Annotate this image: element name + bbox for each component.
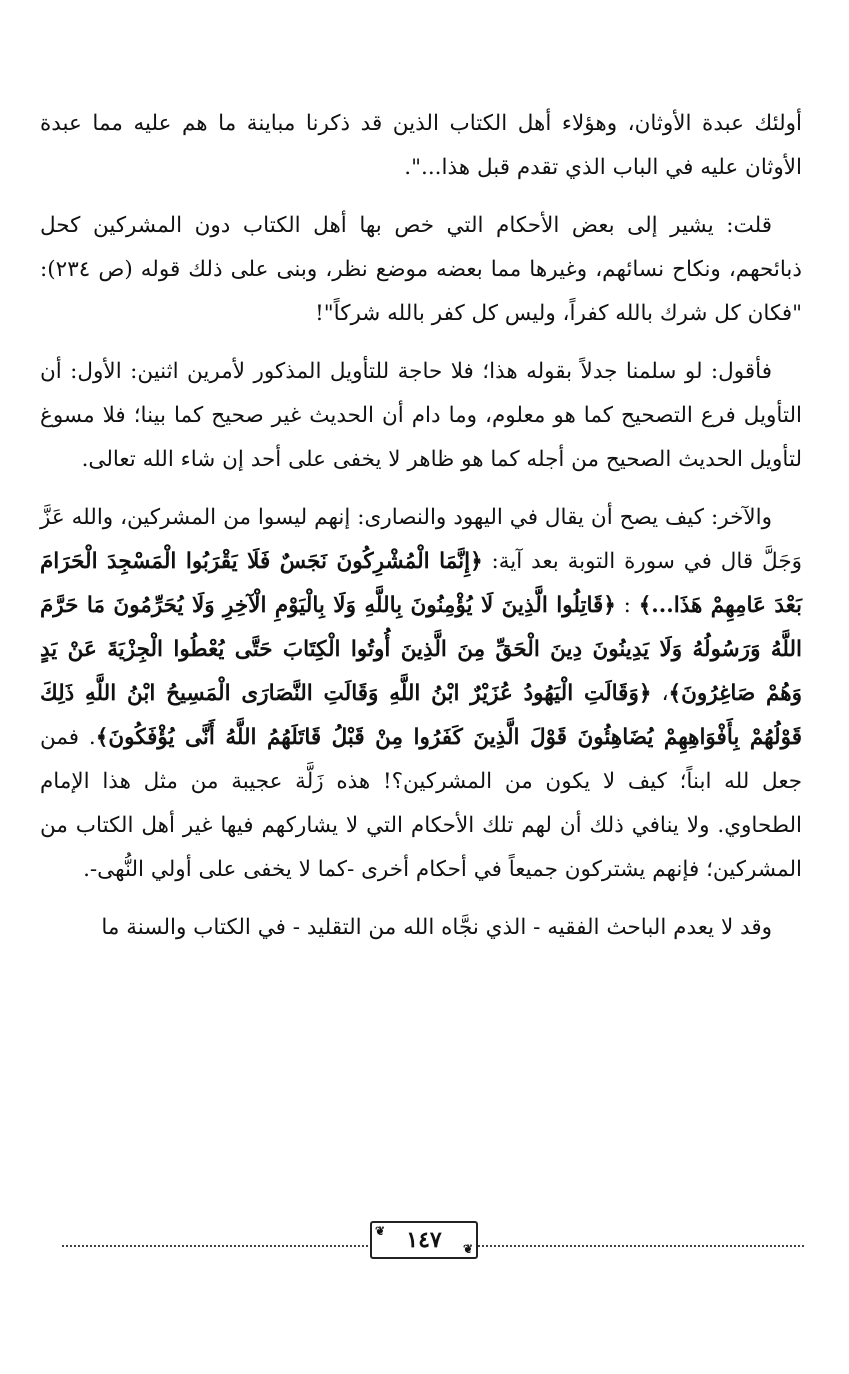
quran-verse-1: ﴿إِنَّمَا الْمُشْرِكُونَ نَجَسٌ فَلَا يَقْرَبُوا الْمَسْجِدَ الْحَرَامَ بَعْدَ عَامِهِمْ هَذَا...﴾ xyxy=(40,549,802,618)
paragraph-4-intro: والآخر: كيف يصح أن يقال في اليهود والنصارى: إنهم ليسوا من المشركين، والله عَزَّ وَجَلَّ قال في سورة التوبة بعد آية: xyxy=(40,505,802,574)
paragraph-4-connector-2: ، xyxy=(651,681,669,706)
paragraph-3: فأقول: لو سلمنا جدلاً بقوله هذا؛ فلا حاجة للتأويل المذكور لأمرين اثنين: الأول: أن التأويل فرع التصحيح كما هو معلوم، وما دام أن الحديث غير صحيح كما بينا؛ فلا مسوغ لتأويل الحديث الصحيح من أجله كما هو ظاهر لا يخفى على أحد إن شاء الله تعالى. xyxy=(40,359,802,472)
paragraph-5: وقد لا يعدم الباحث الفقيه - الذي نجَّاه الله من التقليد - في الكتاب والسنة ما xyxy=(101,915,772,940)
quran-verse-2: ﴿قَاتِلُوا الَّذِينَ لَا يُؤْمِنُونَ بِاللَّهِ وَلَا بِالْيَوْمِ الْآخِرِ وَلَا يُحَرِّمُونَ مَا حَرَّمَ اللَّهُ وَرَسُولُهُ وَلَا يَدِينُونَ دِينَ الْحَقِّ مِنَ الَّذِينَ أُوتُوا الْكِتَابَ حَتَّى يُعْطُوا الْجِزْيَةَ عَنْ يَدٍ وَهُمْ صَاغِرُونَ﴾ xyxy=(40,593,803,706)
frame-ornament-icon: ❦ xyxy=(375,1224,386,1238)
paragraph-4-connector-1: : xyxy=(615,593,639,618)
paragraph-4 xyxy=(40,496,802,892)
paragraph-4-outro: . فمن جعل لله ابناً؛ كيف لا يكون من المشركين؟! هذه زَلَّة عجيبة من مثل هذا الإمام الطحاوي. ولا ينافي ذلك أن لهم تلك الأحكام التي لا يشاركهم فيها غير أهل الكتاب من المشركين؛ فإنهم يشتركون جميعاً في أحكام أخرى -كما لا يخفى على أولي النُّهى-. xyxy=(40,725,802,882)
page-number-frame xyxy=(370,1221,478,1259)
page-footer xyxy=(62,1215,804,1255)
page-body xyxy=(40,102,802,964)
quran-verse-3: ﴿وَقَالَتِ الْيَهُودُ عُزَيْرٌ ابْنُ اللَّهِ وَقَالَتِ النَّصَارَى الْمَسِيحُ ابْنُ اللَّهِ ذَلِكَ قَوْلُهُمْ بِأَفْوَاهِهِمْ يُضَاهِئُونَ قَوْلَ الَّذِينَ كَفَرُوا مِنْ قَبْلُ قَاتَلَهُمُ اللَّهُ أَنَّى يُؤْفَكُونَ﴾ xyxy=(40,681,802,750)
paragraph-2: قلت: يشير إلى بعض الأحكام التي خص بها أهل الكتاب دون المشركين كحل ذبائحهم، ونكاح نسائهم، وغيرها مما بعضه موضع نظر، وبنى على ذلك قوله (ص ٢٣٤): "فكان كل شرك بالله كفراً، وليس كل كفر بالله شركاً"! xyxy=(40,213,802,326)
paragraph-1: أولئك عبدة الأوثان، وهؤلاء أهل الكتاب الذين قد ذكرنا مباينة ما هم عليه مما عبدة الأوثان عليه في الباب الذي تقدم قبل هذا...". xyxy=(40,111,802,180)
frame-ornament-icon: ❦ xyxy=(462,1242,473,1256)
page-number: ١٤٧ xyxy=(406,1227,442,1253)
